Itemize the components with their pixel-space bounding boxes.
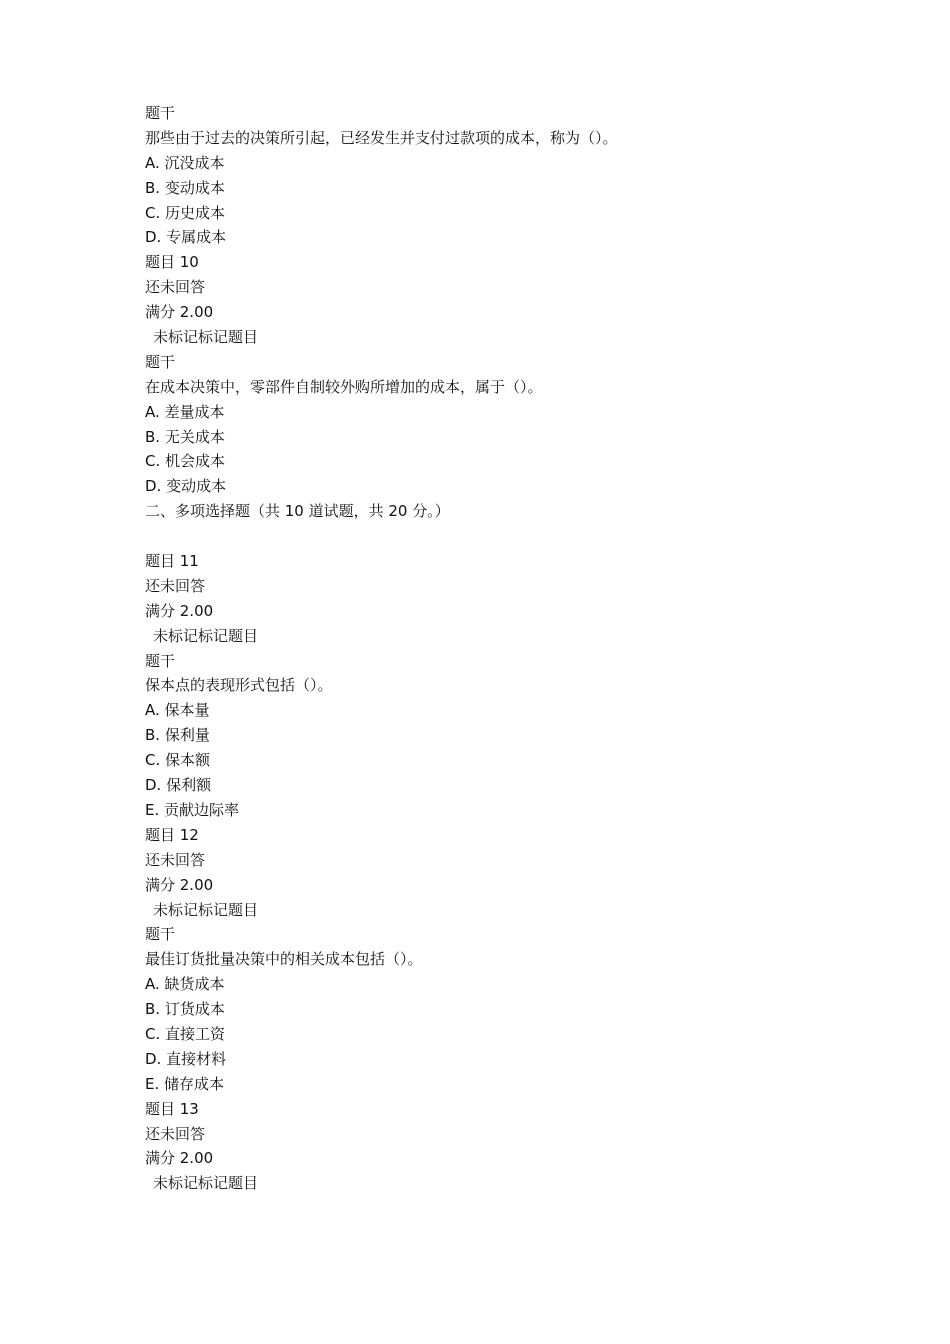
document-body [145, 101, 905, 1196]
question-number: 题目 11 [145, 552, 199, 571]
answer-option: B. 无关成本 [145, 427, 225, 446]
question-text: 在成本决策中，零部件自制较外购所增加的成本，属于（）。 [145, 377, 543, 396]
flag-question-toggle[interactable]: 未标记标记题目 [153, 1174, 259, 1193]
flag-question-toggle[interactable]: 未标记标记题目 [153, 626, 259, 645]
max-score: 满分 2.00 [145, 601, 214, 620]
answer-option: A. 保本量 [145, 701, 210, 720]
answer-option: E. 贡献边际率 [145, 800, 240, 819]
question-stem-label: 题干 [145, 352, 176, 371]
section-heading: 二、多项选择题（共 10 道试题，共 20 分。） [145, 502, 450, 521]
question-text: 保本点的表现形式包括（）。 [145, 676, 333, 695]
flag-question-toggle[interactable]: 未标记标记题目 [153, 328, 259, 347]
blank-line [145, 524, 905, 549]
answer-option: C. 保本额 [145, 751, 211, 770]
question-text: 最佳订货批量决策中的相关成本包括（）。 [145, 950, 423, 969]
question-stem-label: 题干 [145, 104, 176, 122]
answer-option: D. 变动成本 [145, 477, 227, 496]
answer-status: 还未回答 [145, 850, 206, 869]
question-number: 题目 13 [145, 1099, 199, 1118]
answer-option: A. 差量成本 [145, 402, 225, 421]
answer-status: 还未回答 [145, 576, 206, 595]
max-score: 满分 2.00 [145, 303, 214, 322]
question-text: 那些由于过去的决策所引起，已经发生并支付过款项的成本，称为（）。 [145, 128, 618, 147]
answer-option: B. 订货成本 [145, 1000, 225, 1019]
answer-option: A. 沉没成本 [145, 153, 225, 172]
answer-option: C. 机会成本 [145, 452, 226, 471]
answer-option: D. 专属成本 [145, 228, 227, 247]
answer-option: E. 储存成本 [145, 1074, 225, 1093]
max-score: 满分 2.00 [145, 1149, 214, 1168]
max-score: 满分 2.00 [145, 875, 214, 894]
answer-option: B. 保利量 [145, 726, 210, 745]
answer-status: 还未回答 [145, 1124, 206, 1143]
answer-option: A. 缺货成本 [145, 975, 225, 994]
answer-option: B. 变动成本 [145, 178, 225, 197]
question-stem-label: 题干 [145, 651, 176, 670]
question-stem-label: 题干 [145, 925, 176, 944]
answer-option: C. 历史成本 [145, 203, 226, 222]
answer-option: D. 直接材料 [145, 1049, 227, 1068]
answer-option: D. 保利额 [145, 776, 212, 795]
question-number: 题目 10 [145, 253, 199, 272]
flag-question-toggle[interactable]: 未标记标记题目 [153, 900, 259, 919]
answer-option: C. 直接工资 [145, 1024, 226, 1043]
answer-status: 还未回答 [145, 278, 206, 297]
question-number: 题目 12 [145, 825, 199, 844]
